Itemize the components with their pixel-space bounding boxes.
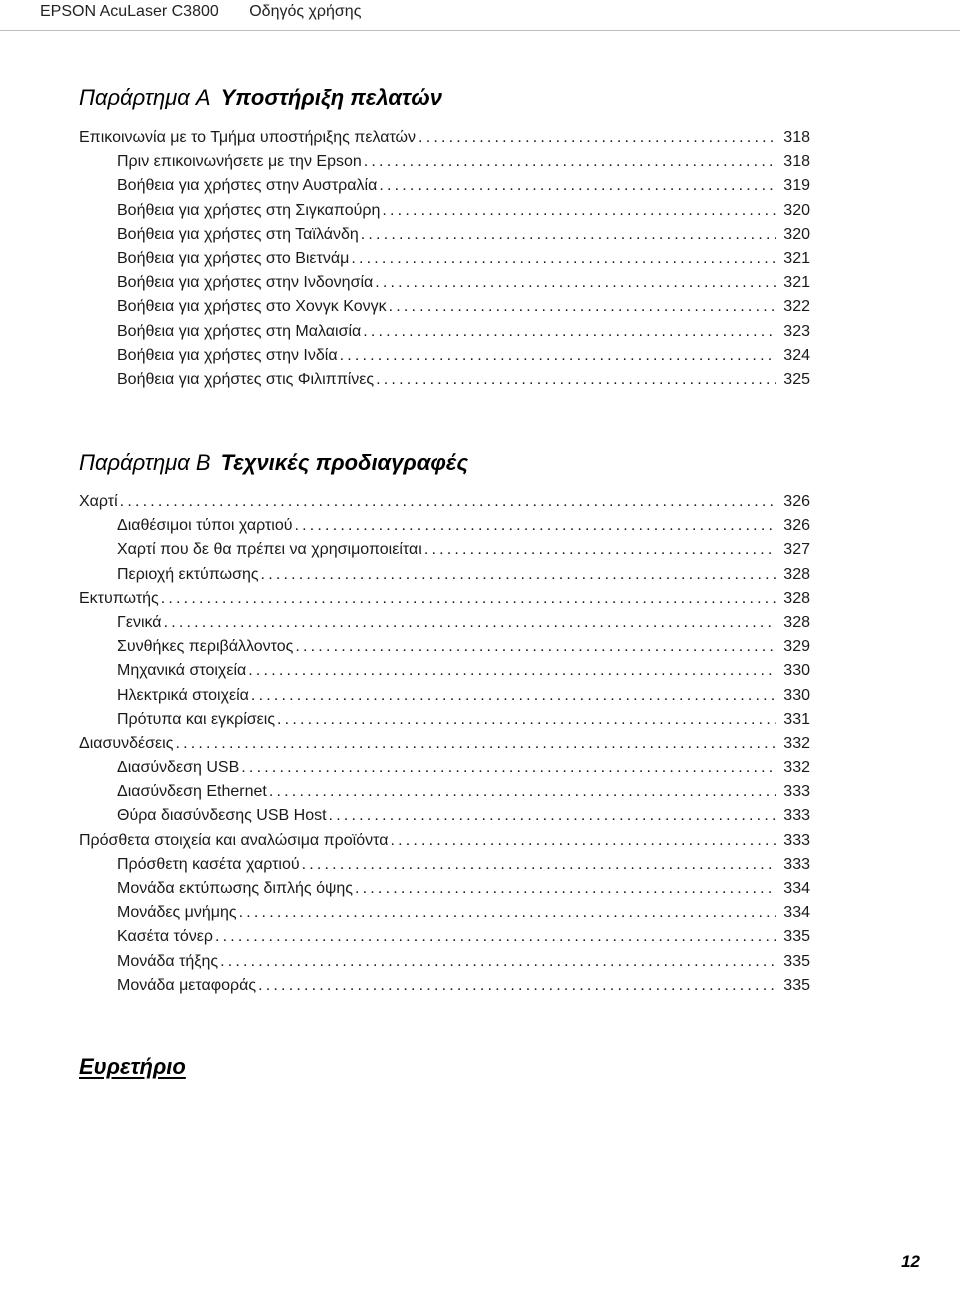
dot-leader <box>248 659 776 683</box>
header-guide: Οδηγός χρήσης <box>249 3 362 20</box>
dot-leader <box>215 925 776 949</box>
toc-entry[interactable] <box>117 271 810 295</box>
toc-entry-title: Χαρτί <box>79 493 118 510</box>
toc-entry-page: 322 <box>783 298 810 316</box>
dot-leader <box>261 563 776 587</box>
toc-entry[interactable] <box>117 950 810 974</box>
toc-entry[interactable] <box>79 829 810 853</box>
toc-entry[interactable] <box>117 223 810 247</box>
toc-entry-title: Επικοινωνία με το Τμήμα υποστήριξης πελατών <box>79 129 417 146</box>
toc-entry[interactable] <box>117 320 810 344</box>
toc-entry[interactable] <box>117 247 810 271</box>
toc-entry[interactable] <box>117 780 810 804</box>
dot-leader <box>161 587 776 611</box>
toc-entry-title: Πρόσθετα στοιχεία και αναλώσιμα προϊόντα <box>79 831 389 849</box>
toc-entry[interactable] <box>117 756 810 780</box>
toc-entry-title: Διασύνδεση USB <box>117 759 240 777</box>
toc-entry-title: Θύρα διασύνδεσης USB Host <box>117 807 327 825</box>
toc-entry[interactable] <box>117 974 810 998</box>
toc-entry-page: 333 <box>783 783 810 801</box>
toc-entry-page: 321 <box>783 249 810 267</box>
toc-entry-title: Χαρτί που δε θα πρέπει να χρησιμοποιείται <box>117 541 422 559</box>
dot-leader <box>164 611 776 635</box>
toc-entry-page: 334 <box>783 904 810 922</box>
toc-entry-title: Διασύνδεση Ethernet <box>117 783 267 801</box>
toc-entry[interactable] <box>117 708 810 732</box>
toc-entry[interactable] <box>117 877 810 901</box>
index-title[interactable]: Ευρετήριο <box>79 1054 186 1079</box>
toc-entry[interactable] <box>117 368 810 392</box>
toc-entry-page: 320 <box>783 201 810 219</box>
toc-entry-page: 327 <box>783 541 810 559</box>
dot-leader <box>175 732 776 756</box>
page-number: 12 <box>901 1252 920 1271</box>
toc-entry-title: Μονάδα εκτύπωσης διπλής όψης <box>117 880 353 897</box>
header-product: EPSON AcuLaser C3800 <box>40 3 219 20</box>
toc-entry-title: Βοήθεια για χρήστες στη Ταϊλάνδη <box>117 225 359 243</box>
toc-entry-title: Μηχανικά στοιχεία <box>117 662 247 680</box>
toc-entry-title: Βοήθεια για χρήστες στις Φιλιππίνες <box>117 370 375 388</box>
dot-leader <box>241 756 776 780</box>
dot-leader <box>375 271 776 295</box>
toc-entry-title: Εκτυπωτής <box>79 589 159 607</box>
toc-entry-page: 335 <box>783 952 810 970</box>
toc-entry-title: Βοήθεια για χρήστες στην Ινδία <box>117 346 338 364</box>
toc-entry-page: 331 <box>783 710 810 728</box>
toc-entry-page: 333 <box>783 855 810 873</box>
toc-entry-page: 333 <box>783 807 810 825</box>
toc-entry-page: 334 <box>783 880 810 897</box>
appendix-a-toc <box>0 126 960 392</box>
toc-entry[interactable] <box>117 853 810 877</box>
header-divider <box>0 30 960 31</box>
dot-leader <box>424 538 776 562</box>
dot-leader <box>351 247 776 271</box>
toc-entry-page: 330 <box>783 686 810 704</box>
dot-leader <box>302 853 776 877</box>
toc-entry[interactable] <box>117 925 810 949</box>
toc-entry-title: Βοήθεια για χρήστες στο Βιετνάμ <box>117 249 350 267</box>
toc-entry-title: Βοήθεια για χρήστες στην Ινδονησία <box>117 274 374 292</box>
toc-entry-page: 330 <box>783 662 810 680</box>
dot-leader <box>120 490 776 514</box>
toc-entry-title: Κασέτα τόνερ <box>117 928 213 946</box>
dot-leader <box>389 295 776 319</box>
toc-entry-title: Βοήθεια για χρήστες στο Χονγκ Κονγκ <box>117 298 387 316</box>
toc-entry-page: 328 <box>783 589 810 607</box>
toc-entry-title: Βοήθεια για χρήστες στη Σιγκαπούρη <box>117 201 381 219</box>
toc-entry-page: 324 <box>783 346 810 364</box>
toc-entry-page: 325 <box>783 370 810 388</box>
toc-entry-page: 329 <box>783 638 810 656</box>
toc-entry[interactable] <box>79 126 810 150</box>
toc-entry-page: 321 <box>783 274 810 292</box>
dot-leader <box>382 199 776 223</box>
toc-entry-title: Πρότυπα και εγκρίσεις <box>117 710 276 728</box>
toc-entry-title: Διαθέσιμοι τύποι χαρτιού <box>117 517 293 535</box>
toc-entry-page: 318 <box>783 129 810 146</box>
toc-entry-page: 332 <box>783 759 810 777</box>
dot-leader <box>220 950 776 974</box>
toc-entry-title: Πριν επικοινωνήσετε με την Epson <box>117 153 362 171</box>
toc-entry[interactable] <box>117 344 810 368</box>
toc-entry-page: 318 <box>783 153 810 171</box>
toc-entry[interactable] <box>117 684 810 708</box>
toc-entry[interactable] <box>117 199 810 223</box>
running-header <box>40 0 920 24</box>
toc-entry-page: 333 <box>783 831 810 849</box>
dot-leader <box>363 320 776 344</box>
toc-entry-title: Πρόσθετη κασέτα χαρτιού <box>117 855 300 873</box>
dot-leader <box>269 780 776 804</box>
toc-entry-page: 326 <box>783 493 810 510</box>
toc-entry-title: Συνθήκες περιβάλλοντος <box>117 638 294 656</box>
toc-entry[interactable] <box>117 514 810 538</box>
toc-entry-title: Μονάδα τήξης <box>117 952 219 970</box>
dot-leader <box>294 514 776 538</box>
dot-leader <box>355 877 776 901</box>
toc-entry[interactable] <box>117 901 810 925</box>
toc-entry-page: 323 <box>783 322 810 340</box>
toc-entry-page: 319 <box>783 177 810 195</box>
dot-leader <box>329 804 776 828</box>
dot-leader <box>277 708 776 732</box>
toc-entry[interactable] <box>79 587 810 611</box>
toc-entry-page: 332 <box>783 734 810 752</box>
toc-entry-page: 328 <box>783 613 810 631</box>
dot-leader <box>258 974 776 998</box>
appendix-b-title: Παράρτημα B Τεχνικές προδιαγραφές <box>79 450 469 475</box>
toc-entry[interactable] <box>117 295 810 319</box>
dot-leader <box>376 368 776 392</box>
toc-entry[interactable] <box>79 732 810 756</box>
dot-leader <box>295 635 776 659</box>
toc-entry[interactable] <box>117 804 810 828</box>
toc-entry-page: 326 <box>783 517 810 535</box>
toc-entry[interactable] <box>117 174 810 198</box>
toc-entry-title: Μονάδες μνήμης <box>117 904 237 922</box>
toc-entry-page: 328 <box>783 565 810 583</box>
toc-entry[interactable] <box>79 490 810 514</box>
dot-leader <box>379 174 776 198</box>
toc-entry[interactable] <box>117 611 810 635</box>
toc-entry[interactable] <box>117 659 810 683</box>
toc-entry[interactable] <box>117 563 810 587</box>
toc-entry-title: Βοήθεια για χρήστες στην Αυστραλία <box>117 177 378 195</box>
toc-entry[interactable] <box>117 538 810 562</box>
toc-entry-title: Περιοχή εκτύπωσης <box>117 565 259 583</box>
toc-entry-title: Διασυνδέσεις <box>79 734 174 752</box>
appendix-a-title: Παράρτημα A Υποστήριξη πελατών <box>79 85 442 110</box>
dot-leader <box>361 223 776 247</box>
toc-entry-title: Γενικά <box>117 613 162 631</box>
toc-entry-page: 335 <box>783 928 810 946</box>
toc-entry-page: 335 <box>783 976 810 994</box>
dot-leader <box>390 829 776 853</box>
toc-entry-title: Βοήθεια για χρήστες στη Μαλαισία <box>117 322 362 340</box>
toc-entry-page: 320 <box>783 225 810 243</box>
dot-leader <box>239 901 776 925</box>
toc-entry-title: Ηλεκτρικά στοιχεία <box>117 686 249 704</box>
dot-leader <box>251 684 776 708</box>
dot-leader <box>364 150 776 174</box>
toc-entry[interactable] <box>117 150 810 174</box>
toc-entry[interactable] <box>117 635 810 659</box>
dot-leader <box>418 126 776 150</box>
appendix-b-toc <box>0 490 960 998</box>
toc-entry-title: Μονάδα μεταφοράς <box>117 976 257 994</box>
dot-leader <box>340 344 776 368</box>
